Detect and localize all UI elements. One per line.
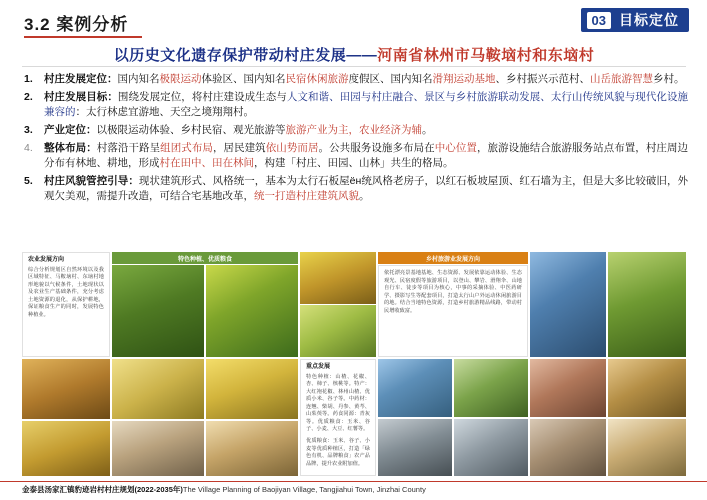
tourism-direction-text: 依托漂亮景基地基地、生态资源、发展依靠运动体验、生态观光、民宿度假等旅游项目，以登山、攀岩、滑翔伞、山地自行车、徒步等项目为核心，中事的采摘体验、中医药研学、摄影写生等配套项目，打造太行山户外运动休闲旅游目的地。结合当地特色资源，打造乡村旅游精品线路，带动村民增收致富。 bbox=[384, 270, 522, 314]
tourism-direction-caption-label: 乡村旅游业发展方向 bbox=[425, 256, 480, 263]
photo-persimmon bbox=[112, 421, 204, 476]
photo-grain bbox=[206, 421, 298, 476]
photo-stone-houses bbox=[454, 419, 528, 476]
photo-group-visitors bbox=[454, 359, 528, 417]
list-item bbox=[22, 90, 688, 120]
footer bbox=[22, 484, 686, 495]
photo-folk-performance bbox=[530, 359, 606, 417]
photo-herb-field bbox=[300, 305, 376, 357]
footer-divider bbox=[0, 481, 707, 482]
slide-header bbox=[0, 0, 707, 40]
list-item-label: 整体布局： bbox=[44, 142, 97, 154]
section-badge-number: 03 bbox=[587, 12, 611, 29]
agriculture-direction-title: 农业发展方向 bbox=[28, 257, 65, 263]
list-item-text: 现状建筑形式、风格统一，基本为太行石板屋ён统风格老房子，以红石板坡屋顶、红石墙为主，但是大多比较破旧，外观欠美观，需提升改造，可结合宅基地改革，统一打造村庄建筑风貌。 bbox=[44, 175, 689, 202]
list-item-text: 围绕发展定位，将村庄建设成生态与人文和谐、田园与村庄融合、景区与乡村旅游联动发展、太行山传统风貌与现代化设施兼容的：太行林虑宜游地、天空之境翔翔村。 bbox=[44, 91, 689, 118]
key-development-text: 特色种植：山楂、花椒、杏、柿子、核桃等。特产：大红袍花椒、林州山楂、优质小米、谷子等。中药材：连翘、柴胡、丹参、黄芩、山茱萸等。药食同源：青灰等。优质粮食：玉米、谷子、小麦、大豆、红薯等。 bbox=[306, 373, 370, 432]
tourism-direction-text-panel bbox=[378, 265, 528, 357]
section-badge-label: 目标定位 bbox=[619, 12, 679, 28]
title-divider bbox=[22, 66, 686, 67]
photo-ginseng-roots bbox=[22, 359, 110, 419]
list-item-number: 3. bbox=[24, 124, 33, 136]
list-item-text: 以极限运动体验、乡村民宿、观光旅游等旅游产业为主，农业经济为辅。 bbox=[96, 124, 433, 136]
list-item-label: 村庄风貌管控引导： bbox=[44, 175, 139, 187]
photo-cycling bbox=[608, 252, 686, 357]
list-item-label: 村庄发展目标： bbox=[44, 91, 118, 103]
list-item-text: 国内知名极限运动体验区、国内知名民宿休闲旅游度假区、国内知名滑翔运动基地、乡村振兴示范村、山岳旅游智慧乡村。 bbox=[117, 73, 685, 85]
photo-corn-field bbox=[300, 252, 376, 304]
agriculture-direction-text: 综合分析规划区自然环境以及我区域特征、马鞍垴村、东垴村地形地貌以气候条件，土地现状以及农业生产基础条件，充分考虑土地资源的退化，从保护耕地，保证粮食生产的同时，发展特色种植业。 bbox=[28, 266, 104, 318]
photo-handicraft bbox=[608, 359, 686, 417]
list-item-number: 4. bbox=[24, 142, 33, 154]
bottom-note-text: 优质粮食：玉米、谷子、小麦等优质种植区，打造「绿色有机、品牌粮食」农产品品牌，提升农业附加值。 bbox=[306, 438, 370, 467]
feature-planting-caption-label: 特色种植、优质粮食 bbox=[177, 256, 232, 263]
photo-wheat bbox=[22, 421, 110, 476]
main-title-part2: 河南省林州市马鞍垴村和东垴村 bbox=[377, 47, 595, 64]
footer-title-en: The Village Planning of Baojiyan Village, Tangjiahui Town, Jinzhai County bbox=[182, 485, 426, 494]
photo-old-street bbox=[530, 419, 606, 476]
tourism-direction-caption-bar bbox=[378, 252, 528, 264]
feature-planting-caption bbox=[112, 252, 298, 264]
list-item bbox=[22, 72, 688, 87]
section-badge bbox=[581, 8, 689, 32]
list-item bbox=[22, 141, 688, 171]
list-item-number: 2. bbox=[24, 91, 33, 103]
list-item-number: 1. bbox=[24, 73, 33, 85]
list-item-text: 村落沿干路呈组团式布局，居民建筑依山势而居。公共服务设施多布局在中心位置，旅游设施结合旅游服务站点布置，村庄周边分布有林地、耕地，形成村在田中、田在林间，构建「村庄、田园、山林」共生的格局。 bbox=[44, 142, 689, 169]
feature-planting-caption-bar bbox=[112, 252, 298, 264]
photo-paraglider bbox=[530, 252, 606, 357]
footer-title-cn: 金泰县汤家汇镇豹迹岩村村庄规划(2022-2035年) bbox=[22, 485, 183, 494]
list-item-label: 村庄发展定位： bbox=[44, 73, 118, 85]
photo-stone-village bbox=[378, 419, 452, 476]
photo-hawthorn bbox=[206, 265, 298, 357]
list-item bbox=[22, 174, 688, 204]
list-item-label: 产业定位： bbox=[44, 124, 97, 136]
agriculture-direction-panel bbox=[22, 252, 110, 357]
page-title: 3.2 案例分析 bbox=[24, 15, 129, 34]
list-item bbox=[22, 123, 688, 138]
main-title bbox=[24, 44, 684, 65]
photo-orchard bbox=[112, 265, 204, 357]
key-development-title: 重点发展 bbox=[306, 364, 331, 370]
photo-yellow-flowers bbox=[112, 359, 204, 419]
bottom-note-panel bbox=[300, 434, 376, 476]
image-board bbox=[22, 252, 686, 476]
list-item-number: 5. bbox=[24, 175, 33, 187]
photo-paragliding-sky bbox=[378, 359, 452, 417]
main-title-part1: 以历史文化遗存保护带动村庄发展—— bbox=[113, 47, 378, 64]
tourism-direction-caption bbox=[378, 252, 528, 264]
title-underline bbox=[24, 36, 142, 38]
content-list bbox=[22, 72, 688, 207]
photo-courtyard bbox=[608, 419, 686, 476]
photo-beans bbox=[206, 359, 298, 419]
